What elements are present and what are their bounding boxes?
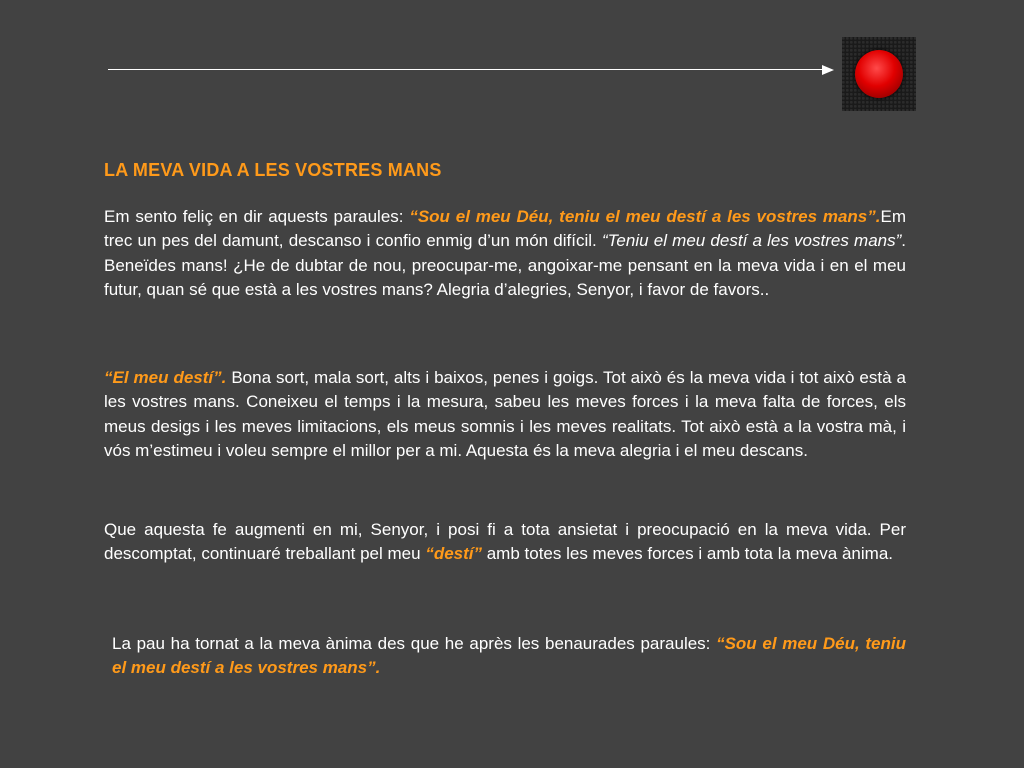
paragraph-1-text-c: . Beneïdes mans! ¿He de dubtar de nou, preocupar-me, angoixar-me pensant en la meva vida i en el meu futur, quan sé que està a les vostres mans? Alegria d’alegries, Senyor, i favor de favors.. bbox=[104, 231, 906, 299]
paragraph-1-highlight: “Sou el meu Déu, teniu el meu destí a les vostres mans”. bbox=[409, 207, 881, 226]
paragraph-3 bbox=[104, 518, 906, 567]
paragraph-3-highlight: “destí” bbox=[425, 544, 482, 564]
paragraph-3-text-a: Que aquesta fe augmenti en mi, Senyor, i posi fi a tota ansietat i preocupació en la meva vida. Per descomptat, continuaré treballant pel meu bbox=[104, 520, 906, 564]
page-title: LA MEVA VIDA A LES VOSTRES MANS bbox=[104, 160, 442, 180]
paragraph-4 bbox=[112, 632, 906, 681]
arrow-right-icon bbox=[822, 65, 834, 75]
navigation-arrow-line bbox=[108, 69, 824, 70]
paragraph-1-text-b: Em trec un pes del damunt, descanso i confio enmig d’un món difícil. bbox=[104, 207, 906, 251]
paragraph-2-highlight: “El meu destí”. bbox=[104, 368, 227, 387]
paragraph-1 bbox=[104, 205, 906, 302]
paragraph-1-text-a: Em sento feliç en dir aquests paraules: bbox=[104, 207, 410, 226]
paragraph-2 bbox=[104, 366, 906, 463]
paragraph-1-italic: “Teniu el meu destí a les vostres mans” bbox=[601, 231, 902, 251]
paragraph-4-highlight: “Sou el meu Déu, teniu el meu destí a les vostres mans”. bbox=[112, 634, 906, 678]
paragraph-4-text: La pau ha tornat a la meva ànima des que he après les benaurades paraules: bbox=[112, 634, 717, 653]
paragraph-3-text-b: amb totes les meves forces i amb tota la meva ànima. bbox=[482, 544, 894, 564]
red-light-button[interactable] bbox=[842, 37, 916, 111]
red-light-icon bbox=[855, 50, 903, 98]
paragraph-2-text: Bona sort, mala sort, alts i baixos, penes i goigs. Tot això és la meva vida i tot això està a les vostres mans. Coneixeu el temps i la mesura, sabeu les meves forces i la meva falta de forces, els meus desigs i les meves limitacions, els meus somnis i les meves realitats. Tot això està a la vostra mà, i vós m’estimeu i voleu sempre el millor per a mi. Aquesta és la meva alegria i el meu descans. bbox=[104, 368, 906, 460]
